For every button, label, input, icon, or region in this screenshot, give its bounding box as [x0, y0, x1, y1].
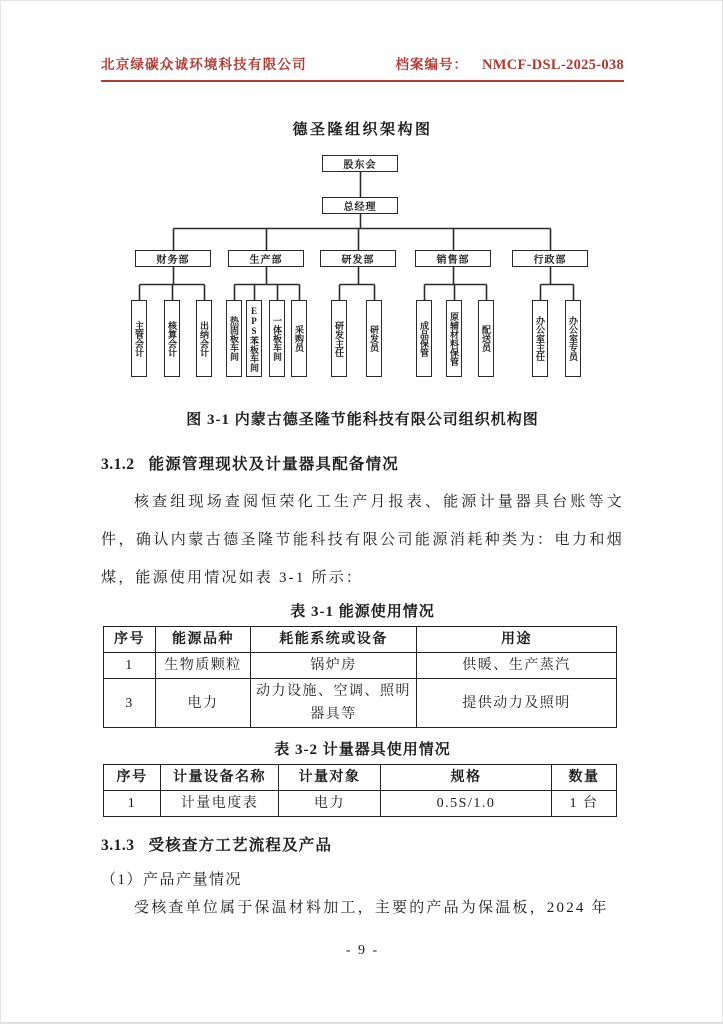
orgchart-role-eps-workshop: EPS苯板车间 [246, 300, 262, 377]
file-number [395, 53, 624, 74]
orgchart-box-general-manager: 总经理 [322, 197, 398, 214]
cell: 3 [104, 679, 156, 728]
orgchart-role-thermoset-workshop: 热固板车间 [226, 300, 242, 377]
cell: 电力 [156, 679, 251, 728]
company-name: 北京绿碳众诚环境科技有限公司 [101, 57, 307, 72]
orgchart-role-office-specialist: 办公室专员 [565, 300, 581, 377]
cell: 电力 [279, 791, 381, 817]
figure-caption: 图 3-1 内蒙古德圣隆节能科技有限公司组织机构图 [186, 412, 539, 428]
table32-title: 表 3-2 计量器具使用情况 [274, 742, 451, 758]
orgchart-role-product-keeper: 成品保管 [416, 300, 432, 377]
col-header: 用途 [417, 627, 617, 653]
orgchart-role-rnd-staff: 研发员 [366, 300, 382, 377]
scan-edge-line [1, 1022, 723, 1023]
col-header: 计量设备名称 [161, 765, 279, 791]
col-header: 规格 [381, 765, 552, 791]
table-metering-devices [103, 764, 617, 817]
orgchart-role-chief-accountant: 主管会计 [131, 300, 147, 377]
file-number-code: NMCF-DSL-2025-038 [481, 57, 624, 73]
subsection-heading: （1）产品产量情况 [101, 872, 243, 888]
section-title: 受核查方工艺流程及产品 [148, 837, 333, 854]
orgchart-role-accounting: 核算会计 [164, 300, 180, 377]
section-title: 能源管理现状及计量器具配备情况 [148, 456, 400, 473]
orgchart-title: 德圣隆组织架构图 [292, 122, 433, 138]
document-header [101, 1, 624, 82]
orgchart-dept-sales: 销售部 [415, 250, 491, 267]
cell: 提供动力及照明 [417, 679, 617, 728]
cell: 0.5S/1.0 [381, 791, 552, 817]
cell: 1 [104, 791, 161, 817]
orgchart-role-purchaser: 采购员 [291, 300, 307, 377]
cell: 供暖、生产蒸汽 [417, 653, 617, 679]
page-number: - 9 - [345, 943, 380, 958]
orgchart-role-delivery: 配送员 [478, 300, 494, 377]
table-row [104, 679, 617, 728]
section-heading-313 [101, 833, 624, 855]
section-heading-312 [101, 452, 624, 474]
orgchart-role-integrated-board-workshop: 一体板车间 [269, 300, 285, 377]
table-row [104, 653, 617, 679]
page-content [101, 1, 624, 927]
col-header: 序号 [104, 627, 156, 653]
cell: 计量电度表 [161, 791, 279, 817]
cell: 1 台 [552, 791, 617, 817]
cell: 1 [104, 653, 156, 679]
orgchart [101, 155, 624, 383]
file-number-label: 档案编号： [395, 57, 468, 72]
table31-title: 表 3-1 能源使用情况 [290, 604, 435, 620]
orgchart-role-rnd-director: 研发主任 [331, 300, 347, 377]
col-header: 能源品种 [156, 627, 251, 653]
col-header: 序号 [104, 765, 161, 791]
section-number: 3.1.3 [101, 837, 135, 854]
orgchart-role-office-director: 办公室主任 [532, 300, 548, 377]
col-header: 计量对象 [279, 765, 381, 791]
paragraph-products: 受核查单位属于保温材料加工，主要的产品为保温板，2024 年 [134, 900, 609, 916]
cell: 锅炉房 [251, 653, 417, 679]
orgchart-role-cashier: 出纳会计 [196, 300, 212, 377]
table-header-row [104, 627, 617, 653]
orgchart-dept-rnd: 研发部 [320, 250, 396, 267]
paragraph-energy: 核查组现场查阅恒荣化工生产月报表、能源计量器具台账等文件，确认内蒙古德圣隆节能科技有限公司能源消耗种类为：电力和烟煤，能源使用情况如表 3-1 所示： [101, 494, 624, 586]
cell: 生物质颗粒 [156, 653, 251, 679]
orgchart-dept-finance: 财务部 [135, 250, 211, 267]
cell: 动力设施、空调、照明器具等 [251, 679, 417, 728]
orgchart-dept-production: 生产部 [228, 250, 304, 267]
orgchart-role-material-keeper: 原辅材料保管 [446, 300, 462, 377]
col-header: 耗能系统或设备 [251, 627, 417, 653]
orgchart-box-shareholders: 股东会 [322, 155, 398, 172]
orgchart-dept-admin: 行政部 [512, 250, 588, 267]
table-row [104, 791, 617, 817]
section-number: 3.1.2 [101, 456, 135, 473]
table-energy-usage [103, 626, 617, 728]
table-header-row [104, 765, 617, 791]
col-header: 数量 [552, 765, 617, 791]
